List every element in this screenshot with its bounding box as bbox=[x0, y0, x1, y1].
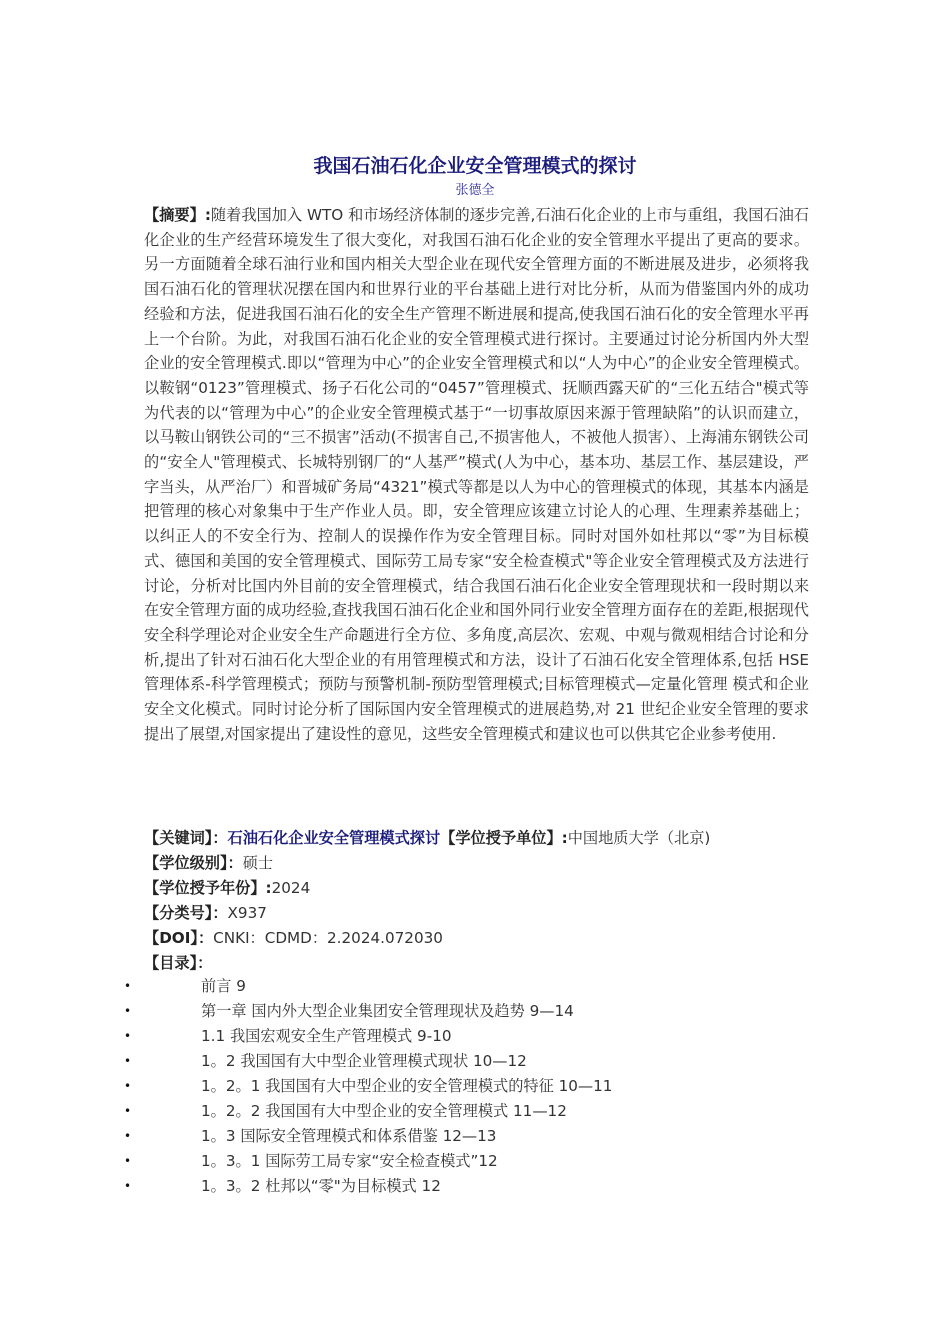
toc-item-text: 1。2。1 我国国有大中型企业的安全管理模式的特征 10—11 bbox=[201, 1077, 613, 1095]
toc-item[interactable] bbox=[0, 974, 950, 999]
toc-item[interactable] bbox=[0, 1174, 950, 1199]
doi-value: CNKI：CDMD：2.2024.072030 bbox=[213, 929, 443, 947]
toc-item[interactable] bbox=[0, 1024, 950, 1049]
bullet-icon: • bbox=[124, 1154, 132, 1168]
abstract-paragraph bbox=[144, 203, 809, 746]
degree-level-label: 【学位级别】： bbox=[144, 854, 243, 872]
degree-year-label: 【学位授予年份】: bbox=[144, 879, 272, 897]
bullet-icon: • bbox=[124, 1029, 132, 1043]
toc-item-text: 1。2。2 我国国有大中型企业的安全管理模式 11—12 bbox=[201, 1102, 567, 1120]
degree-year-value: 2024 bbox=[271, 879, 311, 897]
abstract-text: 随着我国加入 WTO 和市场经济体制的逐步完善,石油石化企业的上市与重组，我国石油石化企业的生产经营环境发生了很大变化，对我国石油石化企业的安全管理水平提出了更高的要求。另一方面随着全球石油行业和国内相关大型企业在现代安全管理方面的不断进展及进步，必须将我国石油石化的管理状况摆在国内和世界行业的平台基础上进行对比分析，从而为借鉴国内外的成功经验和方法，促进我国石油石化的安全生产管理不断进展和提高,使我国石油石化的安全管理水平再上一个台阶。为此，对我国石油石化企业的安全管理模式进行探讨。主要通过讨论分析国内外大型企业的安全管理模式.即以“管理为中心”的企业安全管理模式和以“人为中心”的企业安全管理模式。以鞍钢“0123”管理模式、扬子石化公司的“0457”管理模式、抚顺西露天矿的“三化五结合"模式等为代表的以“管理为中心”的企业安全管理模式基于“一切事故原因来源于管理缺陷”的认识而建立，以马鞍山钢铁公司的“三不损害”活动(不损害自己,不损害他人，不被他人损害）、上海浦东钢铁公司的“安全人"管理模式、长城特别钢厂的“人基严”模式(人为中心，基本功、基层工作、基层建设，严字当头，从严治厂）和晋城矿务局“4321”模式等都是以人为中心的管理模式的体现，其基本内涵是把管理的核心对象集中于生产作业人员。即，安全管理应该建立讨论人的心理、生理素养基础上；以纠正人的不安全行为、控制人的误操作作为安全管理目标。同时对国外如杜邦以“零”为目标模式、德国和美国的安全管理模式、国际劳工局专家“安全检查模式"等企业安全管理模式及方法进行讨论，分析对比国内外目前的安全管理模式，结合我国石油石化企业安全管理现状和一段时期以来在安全管理方面的成功经验,查找我国石油石化企业和国外同行业安全管理方面存在的差距,根据现代安全科学理论对企业安全生产命题进行全方位、多角度,高层次、宏观、中观与微观相结合讨论和分析,提出了针对石油石化大型企业的有用管理模式和方法，设计了石油石化安全管理体系,包括 HSE 管理体系-科学管理模式；预防与预警机制-预防型管理模式;目标管理模式—定量化管理 模式和企业安全文化模式。同时讨论分析了国际国内安全管理模式的进展趋势,对 21 世纪企业安全管理的要求提出了展望,对国家提出了建设性的意见，这些安全管理模式和建议也可以供其它企业参考使用. bbox=[144, 206, 809, 743]
toc-item[interactable] bbox=[0, 1124, 950, 1149]
toc-item-text: 1。3 国际安全管理模式和体系借鉴 12—13 bbox=[201, 1127, 497, 1145]
toc-heading bbox=[144, 951, 824, 975]
degree-level-value: 硕士 bbox=[242, 854, 274, 872]
classification-value: X937 bbox=[227, 904, 267, 922]
doi-line bbox=[144, 926, 824, 950]
toc-item-text: 第一章 国内外大型企业集团安全管理现状及趋势 9—14 bbox=[201, 1002, 574, 1020]
toc-item-text: 1。2 我国国有大中型企业管理模式现状 10—12 bbox=[201, 1052, 527, 1070]
toc-item[interactable] bbox=[0, 1099, 950, 1124]
toc-item[interactable] bbox=[0, 1149, 950, 1174]
abstract-label: 【摘要】: bbox=[144, 206, 211, 224]
toc-item[interactable] bbox=[0, 1074, 950, 1099]
author-link[interactable]: 张德全 bbox=[455, 183, 495, 198]
document-title: 我国石油石化企业安全管理模式的探讨 bbox=[313, 155, 637, 177]
degree-unit-label: 【学位授予单位】: bbox=[440, 829, 568, 847]
toc-label: 【目录】： bbox=[144, 954, 213, 972]
keywords-link[interactable]: 石油石化企业安全管理模式探讨 bbox=[227, 829, 441, 847]
keywords-line bbox=[144, 826, 824, 850]
degree-level-line bbox=[144, 851, 824, 875]
bullet-icon: • bbox=[124, 1104, 132, 1118]
toc-item-text: 1。3。2 杜邦以“零"为目标模式 12 bbox=[201, 1177, 441, 1195]
degree-year-line bbox=[144, 876, 824, 900]
keywords-label: 【关键词】： bbox=[144, 829, 228, 847]
toc-item-text: 1.1 我国宏观安全生产管理模式 9-10 bbox=[201, 1027, 452, 1045]
table-of-contents bbox=[0, 974, 950, 1199]
bullet-icon: • bbox=[124, 1179, 132, 1193]
classification-label: 【分类号】： bbox=[144, 904, 228, 922]
toc-item-text: 1。3。1 国际劳工局专家“安全检查模式”12 bbox=[201, 1152, 498, 1170]
bullet-icon: • bbox=[124, 979, 132, 993]
bullet-icon: • bbox=[124, 1004, 132, 1018]
toc-item[interactable] bbox=[0, 1049, 950, 1074]
degree-unit-value: 中国地质大学（北京) bbox=[567, 829, 711, 847]
toc-item[interactable] bbox=[0, 999, 950, 1024]
bullet-icon: • bbox=[124, 1079, 132, 1093]
toc-item-text: 前言 9 bbox=[201, 977, 246, 995]
bullet-icon: • bbox=[124, 1129, 132, 1143]
bullet-icon: • bbox=[124, 1054, 132, 1068]
classification-line bbox=[144, 901, 824, 925]
doi-label: 【DOI】： bbox=[144, 929, 214, 947]
